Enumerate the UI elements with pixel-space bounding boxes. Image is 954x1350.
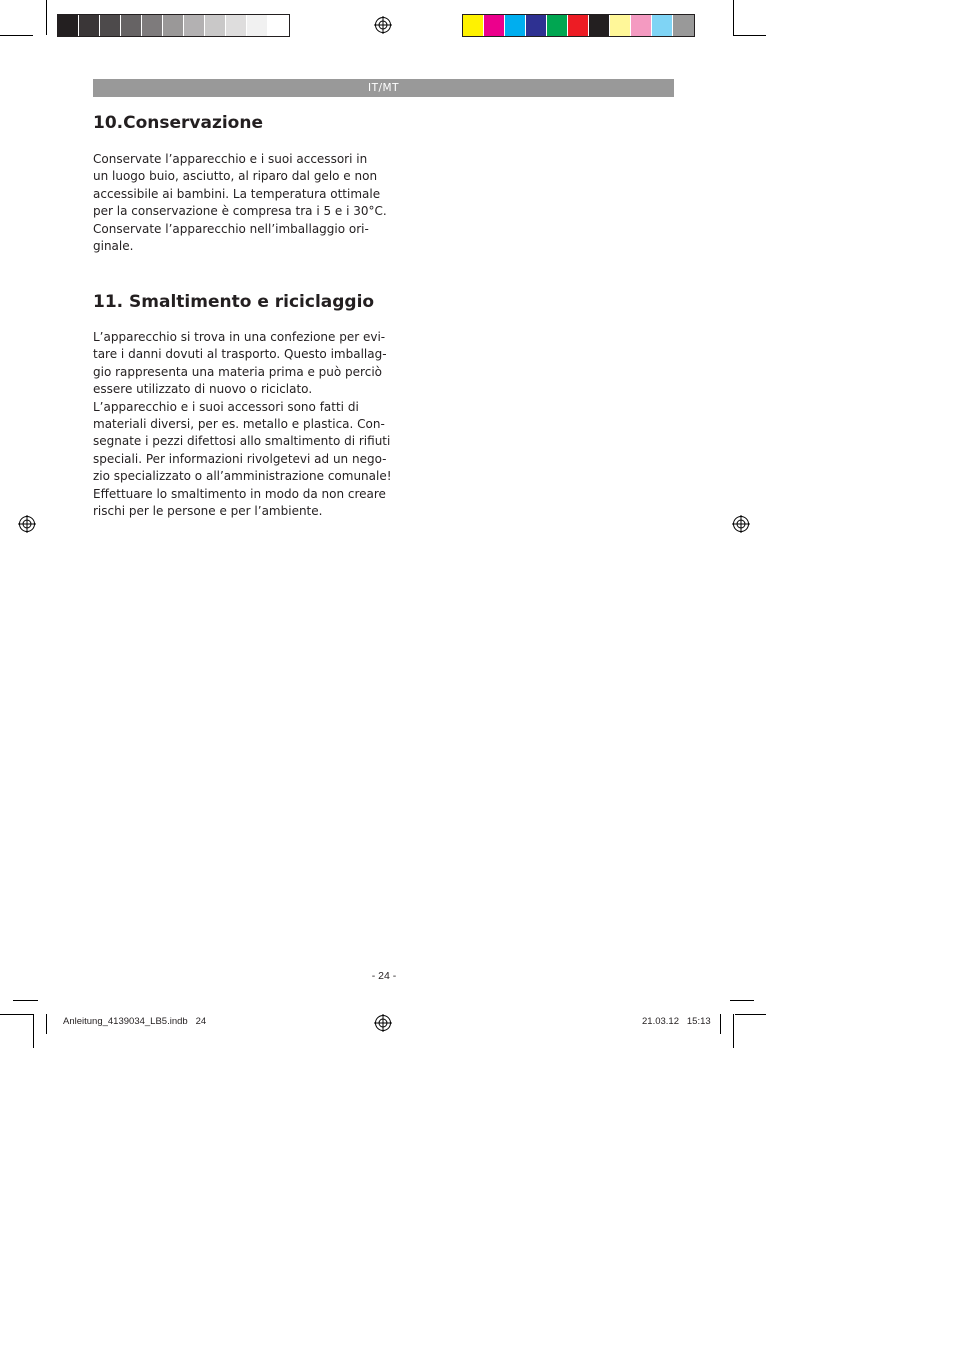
color-swatch: [484, 15, 505, 36]
language-header-bar: IT/MT: [93, 79, 674, 97]
crop-mark: [735, 1014, 766, 1015]
grayscale-swatch: [205, 15, 226, 36]
paragraph-line: L’apparecchio e i suoi accessori sono fatti di: [93, 399, 359, 414]
process-color-bar: [462, 14, 695, 37]
paragraph-line: segnate i pezzi difettosi allo smaltimento di rifiuti: [93, 434, 391, 449]
section-body-conservazione: [93, 151, 387, 255]
paragraph-line: Conservate l’apparecchio e i suoi accessori in: [93, 152, 368, 166]
grayscale-swatch: [268, 15, 289, 36]
color-swatch: [652, 15, 673, 36]
grayscale-swatch: [247, 15, 268, 36]
crop-mark: [730, 1000, 754, 1001]
paragraph-line: Effettuare lo smaltimento in modo da non creare: [93, 486, 386, 501]
paragraph-line: gio rappresenta una materia prima e può perciò: [93, 364, 383, 379]
paragraph-line: ginale.: [93, 239, 134, 254]
registration-target-icon: [18, 515, 36, 533]
paragraph-line: un luogo buio, asciutto, al riparo dal gelo e non: [93, 169, 378, 184]
color-swatch: [505, 15, 526, 36]
section-heading-smaltimento: 11. Smaltimento e riciclaggio: [93, 292, 375, 312]
grayscale-swatch: [184, 15, 205, 36]
section-heading-conservazione: 10.Conservazione: [93, 113, 263, 133]
paragraph-line: Conservate l’apparecchio nell’imballaggio ori-: [93, 221, 369, 236]
paragraph-line: tare i danni dovuti al trasporto. Questo imballag-: [93, 347, 387, 362]
slug-file-name: Anleitung_4139034_LB5.indb 24: [63, 1016, 207, 1027]
crop-mark: [46, 0, 47, 35]
paragraph-line: materiali diversi, per es. metallo e plastica. Con-: [93, 417, 385, 432]
crop-mark: [720, 1014, 721, 1034]
crop-mark: [0, 1014, 33, 1015]
grayscale-swatch: [163, 15, 184, 36]
crop-mark: [733, 35, 766, 36]
slug-date-time: 21.03.12 15:13: [642, 1016, 711, 1027]
grayscale-swatch: [79, 15, 100, 36]
paragraph-line: per la conservazione è compresa tra i 5 e i 30°C.: [93, 204, 387, 219]
crop-mark: [13, 1000, 38, 1001]
color-swatch: [631, 15, 652, 36]
paragraph-line: L’apparecchio si trova in una confezione per evi-: [93, 330, 386, 344]
page-number: - 24 -: [371, 970, 397, 982]
section-body-smaltimento: [93, 329, 392, 520]
grayscale-swatch: [100, 15, 121, 36]
grayscale-swatch: [226, 15, 247, 36]
paragraph-line: speciali. Per informazioni rivolgetevi ad un nego-: [93, 451, 387, 466]
registration-target-icon: [374, 16, 392, 34]
grayscale-swatch: [58, 15, 79, 36]
registration-target-icon: [732, 515, 750, 533]
color-swatch: [568, 15, 589, 36]
color-swatch: [463, 15, 484, 36]
crop-mark: [46, 1014, 47, 1034]
paragraph-line: accessibile ai bambini. La temperatura ottimale: [93, 186, 381, 201]
crop-mark: [0, 35, 33, 36]
color-swatch: [547, 15, 568, 36]
grayscale-color-bar: [57, 14, 290, 37]
registration-target-icon: [374, 1014, 392, 1032]
color-swatch: [610, 15, 631, 36]
grayscale-swatch: [142, 15, 163, 36]
color-swatch: [673, 15, 694, 36]
color-swatch: [526, 15, 547, 36]
color-swatch: [589, 15, 610, 36]
grayscale-swatch: [121, 15, 142, 36]
paragraph-line: zio specializzato o all’amministrazione comunale!: [93, 469, 392, 484]
crop-mark: [733, 1014, 734, 1048]
crop-mark: [733, 0, 734, 35]
crop-mark: [33, 1014, 34, 1048]
paragraph-line: rischi per le persone e per l’ambiente.: [93, 504, 323, 519]
paragraph-line: essere utilizzato di nuovo o riciclato.: [93, 382, 313, 397]
